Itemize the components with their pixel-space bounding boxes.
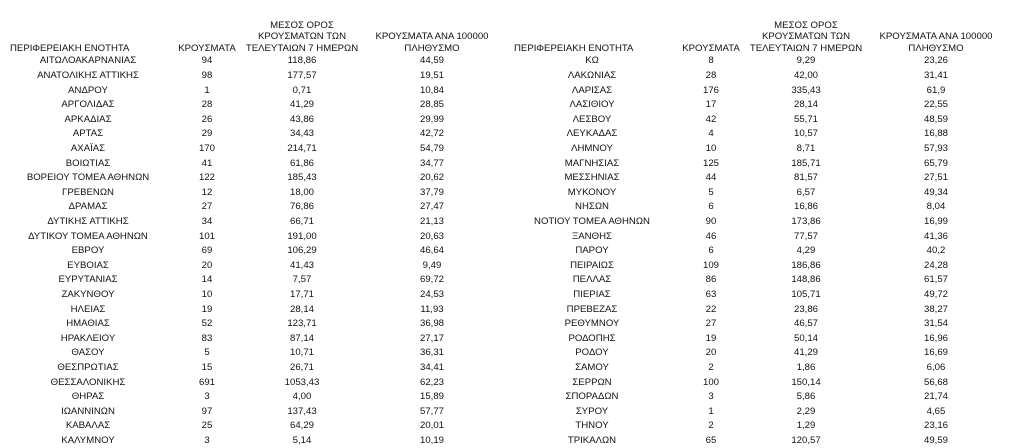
average-cell: 34,43 <box>289 128 314 140</box>
average-cell: 41,29 <box>289 99 314 111</box>
cases-cell: 29 <box>201 128 213 140</box>
average-cell: 1053,43 <box>284 376 320 388</box>
regional-unit-cell: ΕΒΡΟΥ <box>71 245 105 257</box>
per-100000-cell: 36,31 <box>419 347 444 359</box>
regional-unit-cell: ΕΥΒΟΙΑΣ <box>67 259 109 271</box>
per-100000-cell: 16,99 <box>923 215 948 227</box>
cases-cell: 86 <box>705 274 717 286</box>
table-row <box>4 390 502 405</box>
table-row <box>4 171 502 186</box>
average-cell: 28,14 <box>289 303 314 315</box>
average-cell: 50,14 <box>793 332 818 344</box>
header-7day-average: ΜΕΣΟΣ ΟΡΟΣ ΚΡΟΥΣΜΑΤΩΝ ΤΩΝ ΤΕΛΕΥΤΑΙΩΝ 7 ΗΜΕΡΩΝ <box>749 19 863 54</box>
cases-cell: 125 <box>702 157 719 169</box>
table-row <box>4 156 502 171</box>
cases-cell: 26 <box>201 113 213 125</box>
cases-cell: 19 <box>201 303 213 315</box>
cases-cell: 3 <box>204 434 210 446</box>
regional-unit-cell: ΘΕΣΣΑΛΟΝΙΚΗΣ <box>50 376 126 388</box>
regional-unit-cell: ΒΟΡΕΙΟΥ ΤΟΜΕΑ ΑΘΗΝΩΝ <box>26 172 150 184</box>
table-row <box>508 127 1006 142</box>
regional-unit-cell: ΖΑΚΥΝΘΟΥ <box>61 288 115 300</box>
per-100000-cell: 62,23 <box>419 376 444 388</box>
average-cell: 76,86 <box>289 201 314 213</box>
regional-unit-cell: ΑΡΓΟΛΙΔΑΣ <box>61 99 115 111</box>
cases-cell: 15 <box>201 361 213 373</box>
table-row <box>4 229 502 244</box>
regional-unit-cell: ΝΗΣΩΝ <box>575 201 609 213</box>
table-row <box>4 273 502 288</box>
cases-cell: 83 <box>201 332 213 344</box>
header-row <box>508 6 1006 54</box>
table-row <box>4 69 502 84</box>
per-100000-cell: 27,17 <box>419 332 444 344</box>
cases-cell: 25 <box>201 420 213 432</box>
average-cell: 2,29 <box>796 405 816 417</box>
average-cell: 173,86 <box>791 215 821 227</box>
header-row <box>4 6 502 54</box>
average-cell: 17,71 <box>289 288 314 300</box>
regional-unit-cell: ΚΑΒΑΛΑΣ <box>65 420 111 432</box>
cases-cell: 6 <box>708 201 714 213</box>
regional-unit-cell: ΑΙΤΩΛΟΑΚΑΡΝΑΝΙΑΣ <box>39 55 137 67</box>
table-row <box>508 229 1006 244</box>
average-cell: 7,57 <box>292 274 312 286</box>
regional-unit-cell: ΗΡΑΚΛΕΙΟΥ <box>60 332 116 344</box>
table-row <box>508 156 1006 171</box>
table-row <box>4 215 502 230</box>
regional-unit-cell: ΛΑΣΙΘΙΟΥ <box>569 99 615 111</box>
per-100000-cell: 19,51 <box>419 70 444 82</box>
table-row <box>4 142 502 157</box>
table-row <box>508 360 1006 375</box>
regional-cases-table-right <box>508 6 1006 448</box>
per-100000-cell: 41,36 <box>923 230 948 242</box>
regional-unit-cell: ΞΑΝΘΗΣ <box>572 230 612 242</box>
table-row <box>4 112 502 127</box>
cases-cell: 109 <box>702 259 719 271</box>
header-7day-average: ΜΕΣΟΣ ΟΡΟΣ ΚΡΟΥΣΜΑΤΩΝ ΤΩΝ ΤΕΛΕΥΤΑΙΩΝ 7 ΗΜΕΡΩΝ <box>245 19 359 54</box>
average-cell: 4,00 <box>292 391 312 403</box>
header-regional-unit: ΠΕΡΙΦΕΡΕΙΑΚΗ ΕΝΟΤΗΤΑ <box>10 42 130 54</box>
table-row <box>4 404 502 419</box>
average-cell: 1,29 <box>796 420 816 432</box>
cases-cell: 63 <box>705 288 717 300</box>
regional-cases-table-left <box>4 6 502 448</box>
regional-unit-cell: ΑΝΔΡΟΥ <box>68 84 108 96</box>
table-row <box>508 288 1006 303</box>
cases-cell: 101 <box>198 230 215 242</box>
table-row <box>4 419 502 434</box>
cases-cell: 100 <box>702 376 719 388</box>
regional-unit-cell: ΗΜΑΘΙΑΣ <box>66 318 110 330</box>
per-100000-cell: 20,01 <box>419 420 444 432</box>
table-row <box>508 69 1006 84</box>
regional-unit-cell: ΣΑΜΟΥ <box>575 361 609 373</box>
table-row <box>4 98 502 113</box>
regional-unit-cell: ΙΩΑΝΝΙΝΩΝ <box>61 405 115 417</box>
per-100000-cell: 49,59 <box>923 434 948 446</box>
table-row <box>4 54 502 69</box>
regional-unit-cell: ΛΑΡΙΣΑΣ <box>571 84 613 96</box>
per-100000-cell: 31,54 <box>923 318 948 330</box>
per-100000-cell: 15,89 <box>419 391 444 403</box>
table-row <box>4 244 502 259</box>
average-cell: 6,57 <box>796 186 816 198</box>
table-row <box>508 419 1006 434</box>
table-row <box>4 185 502 200</box>
regional-unit-cell: ΗΛΕΙΑΣ <box>70 303 106 315</box>
regional-unit-cell: ΤΡΙΚΑΛΩΝ <box>567 434 617 446</box>
table-row <box>508 54 1006 69</box>
average-cell: 8,71 <box>796 143 816 154</box>
cases-cell: 41 <box>201 157 213 169</box>
average-cell: 123,71 <box>287 318 317 330</box>
regional-unit-cell: ΣΕΡΡΩΝ <box>572 376 612 388</box>
per-100000-cell: 61,57 <box>923 274 948 286</box>
average-cell: 9,29 <box>796 55 816 67</box>
average-cell: 4,29 <box>796 245 816 257</box>
per-100000-cell: 29,99 <box>419 113 444 125</box>
per-100000-cell: 61,9 <box>926 84 946 96</box>
header-cases: ΚΡΟΥΣΜΑΤΑ <box>682 42 740 54</box>
cases-cell: 8 <box>708 55 714 67</box>
per-100000-cell: 42,72 <box>419 128 444 140</box>
table-body <box>4 54 502 448</box>
per-100000-cell: 69,72 <box>419 274 444 286</box>
per-100000-cell: 16,88 <box>923 128 948 140</box>
table-row <box>508 390 1006 405</box>
average-cell: 26,71 <box>289 361 314 373</box>
regional-unit-cell: ΒΟΙΩΤΙΑΣ <box>65 157 111 169</box>
per-100000-cell: 20,63 <box>419 230 444 242</box>
average-cell: 10,57 <box>793 128 818 140</box>
average-cell: 41,29 <box>793 347 818 359</box>
table-row <box>508 273 1006 288</box>
cases-cell: 5 <box>204 347 210 359</box>
per-100000-cell: 21,74 <box>923 391 948 403</box>
cases-cell: 46 <box>705 230 717 242</box>
average-cell: 55,71 <box>793 113 818 125</box>
table-row <box>4 258 502 273</box>
average-cell: 10,71 <box>289 347 314 359</box>
per-100000-cell: 34,41 <box>419 361 444 373</box>
per-100000-cell: 6,06 <box>926 361 946 373</box>
average-cell: 43,86 <box>289 113 314 125</box>
average-cell: 42,00 <box>793 70 818 82</box>
header-regional-unit: ΠΕΡΙΦΕΡΕΙΑΚΗ ΕΝΟΤΗΤΑ <box>514 42 634 54</box>
per-100000-cell: 57,77 <box>419 405 444 417</box>
regional-unit-cell: ΚΩ <box>585 55 599 67</box>
per-100000-cell: 16,69 <box>923 347 948 359</box>
cases-cell: 22 <box>705 303 717 315</box>
cases-cell: 10 <box>705 143 717 154</box>
regional-unit-cell: ΘΗΡΑΣ <box>71 391 105 403</box>
cases-cell: 2 <box>708 361 714 373</box>
table-row <box>4 375 502 390</box>
table-row <box>4 360 502 375</box>
regional-unit-cell: ΜΥΚΟΝΟΥ <box>567 186 617 198</box>
table-row <box>508 317 1006 332</box>
table-row <box>508 331 1006 346</box>
average-cell: 148,86 <box>791 274 821 286</box>
table-body <box>508 54 1006 448</box>
average-cell: 185,43 <box>287 172 317 184</box>
regional-unit-cell: ΛΕΥΚΑΔΑΣ <box>566 128 618 140</box>
table-row <box>508 215 1006 230</box>
table-row <box>4 288 502 303</box>
average-cell: 28,14 <box>793 99 818 111</box>
per-100000-cell: 56,68 <box>923 376 948 388</box>
regional-unit-cell: ΡΟΔΟΥ <box>575 347 609 359</box>
table-row <box>508 98 1006 113</box>
table-row <box>4 127 502 142</box>
regional-unit-cell: ΕΥΡΥΤΑΝΙΑΣ <box>58 274 118 286</box>
per-100000-cell: 37,79 <box>419 186 444 198</box>
regional-unit-cell: ΜΑΓΝΗΣΙΑΣ <box>564 157 620 169</box>
average-cell: 120,57 <box>791 434 821 446</box>
regional-unit-cell: ΚΑΛΥΜΝΟΥ <box>61 434 115 446</box>
cases-cell: 4 <box>708 128 714 140</box>
regional-unit-cell: ΓΡΕΒΕΝΩΝ <box>62 186 114 198</box>
average-cell: 185,71 <box>791 157 821 169</box>
per-100000-cell: 4,65 <box>926 405 946 417</box>
table-row <box>508 244 1006 259</box>
average-cell: 61,86 <box>289 157 314 169</box>
cases-cell: 3 <box>204 391 210 403</box>
average-cell: 16,86 <box>793 201 818 213</box>
average-cell: 118,86 <box>287 55 317 67</box>
regional-unit-cell: ΜΕΣΣΗΝΙΑΣ <box>564 172 620 184</box>
cases-cell: 28 <box>705 70 717 82</box>
per-100000-cell: 36,98 <box>419 318 444 330</box>
average-cell: 66,71 <box>289 215 314 227</box>
per-100000-cell: 65,79 <box>923 157 948 169</box>
regional-unit-cell: ΠΕΙΡΑΙΩΣ <box>570 259 614 271</box>
cases-cell: 34 <box>201 215 213 227</box>
average-cell: 186,86 <box>791 259 821 271</box>
table-row <box>4 302 502 317</box>
cases-cell: 27 <box>705 318 717 330</box>
regional-unit-cell: ΝΟΤΙΟΥ ΤΟΜΕΑ ΑΘΗΝΩΝ <box>534 215 650 227</box>
per-100000-cell: 54,79 <box>419 143 444 154</box>
table-row <box>4 200 502 215</box>
regional-unit-cell: ΑΡΤΑΣ <box>72 128 104 140</box>
cases-cell: 28 <box>201 99 213 111</box>
per-100000-cell: 27,47 <box>419 201 444 213</box>
regional-unit-cell: ΔΥΤΙΚΗΣ ΑΤΤΙΚΗΣ <box>47 215 129 227</box>
cases-cell: 44 <box>705 172 717 184</box>
per-100000-cell: 44,59 <box>419 55 444 67</box>
average-cell: 1,86 <box>796 361 816 373</box>
per-100000-cell: 9,49 <box>422 259 442 271</box>
regional-unit-cell: ΡΕΘΥΜΝΟΥ <box>564 318 620 330</box>
per-100000-cell: 21,13 <box>419 215 444 227</box>
table-row <box>508 171 1006 186</box>
regional-unit-cell: ΡΟΔΟΠΗΣ <box>568 332 616 344</box>
regional-unit-cell: ΠΡΕΒΕΖΑΣ <box>566 303 618 315</box>
regional-unit-cell: ΛΗΜΝΟΥ <box>571 143 613 154</box>
cases-cell: 14 <box>201 274 213 286</box>
per-100000-cell: 38,27 <box>923 303 948 315</box>
cases-cell: 20 <box>201 259 213 271</box>
regional-unit-cell: ΛΑΚΩΝΙΑΣ <box>567 70 617 82</box>
cases-cell: 170 <box>198 143 215 154</box>
average-cell: 64,29 <box>289 420 314 432</box>
average-cell: 106,29 <box>287 245 317 257</box>
per-100000-cell: 34,77 <box>419 157 444 169</box>
cases-cell: 176 <box>702 84 719 96</box>
regional-unit-cell: ΔΥΤΙΚΟΥ ΤΟΜΕΑ ΑΘΗΝΩΝ <box>28 230 148 242</box>
per-100000-cell: 48,59 <box>923 113 948 125</box>
cases-cell: 1 <box>708 405 714 417</box>
per-100000-cell: 27,51 <box>923 172 948 184</box>
table-row <box>4 346 502 361</box>
average-cell: 150,14 <box>791 376 821 388</box>
cases-cell: 90 <box>705 215 717 227</box>
table-row <box>4 331 502 346</box>
average-cell: 23,86 <box>793 303 818 315</box>
average-cell: 18,00 <box>289 186 314 198</box>
regional-unit-cell: ΠΕΛΛΑΣ <box>572 274 612 286</box>
header-cases-per-100000: ΚΡΟΥΣΜΑΤΑ ΑΝΑ 100000 ΠΛΗΘΥΣΜΟ <box>879 31 993 54</box>
table-row <box>508 200 1006 215</box>
average-cell: 5,14 <box>292 434 312 446</box>
table-row <box>4 83 502 98</box>
cases-cell: 19 <box>705 332 717 344</box>
average-cell: 46,57 <box>793 318 818 330</box>
average-cell: 5,86 <box>796 391 816 403</box>
header-cases: ΚΡΟΥΣΜΑΤΑ <box>178 42 236 54</box>
average-cell: 77,57 <box>793 230 818 242</box>
cases-cell: 3 <box>708 391 714 403</box>
per-100000-cell: 20,62 <box>419 172 444 184</box>
cases-cell: 2 <box>708 420 714 432</box>
cases-cell: 1 <box>204 84 210 96</box>
regional-unit-cell: ΔΡΑΜΑΣ <box>68 201 108 213</box>
per-100000-cell: 22,55 <box>923 99 948 111</box>
cases-cell: 65 <box>705 434 717 446</box>
average-cell: 0,71 <box>292 84 312 96</box>
per-100000-cell: 23,26 <box>923 55 948 67</box>
table-header <box>4 6 502 54</box>
table-row <box>508 404 1006 419</box>
table-row <box>508 185 1006 200</box>
average-cell: 335,43 <box>791 84 821 96</box>
per-100000-cell: 23,16 <box>923 420 948 432</box>
cases-cell: 5 <box>708 186 714 198</box>
average-cell: 214,71 <box>287 143 317 154</box>
per-100000-cell: 28,85 <box>419 99 444 111</box>
table-row <box>508 83 1006 98</box>
cases-cell: 691 <box>198 376 215 388</box>
table-row <box>508 346 1006 361</box>
per-100000-cell: 49,72 <box>923 288 948 300</box>
regional-unit-cell: ΑΡΚΑΔΙΑΣ <box>64 113 112 125</box>
per-100000-cell: 10,84 <box>419 84 444 96</box>
average-cell: 191,00 <box>287 230 317 242</box>
table-row <box>508 142 1006 157</box>
per-100000-cell: 31,41 <box>923 70 948 82</box>
per-100000-cell: 11,93 <box>420 303 444 315</box>
per-100000-cell: 24,53 <box>419 288 444 300</box>
regional-unit-cell: ΑΧΑΪΑΣ <box>70 143 106 154</box>
table-row <box>508 302 1006 317</box>
regional-unit-cell: ΣΥΡΟΥ <box>575 405 609 417</box>
per-100000-cell: 10,19 <box>419 434 444 446</box>
regional-unit-cell: ΘΑΣΟΥ <box>71 347 105 359</box>
cases-cell: 6 <box>708 245 714 257</box>
per-100000-cell: 40,2 <box>926 245 946 257</box>
table-header <box>508 6 1006 54</box>
regional-unit-cell: ΠΙΕΡΙΑΣ <box>573 288 611 300</box>
average-cell: 41,43 <box>289 259 314 271</box>
cases-cell: 97 <box>201 405 213 417</box>
cases-cell: 98 <box>201 70 213 82</box>
cases-cell: 12 <box>201 186 213 198</box>
cases-cell: 69 <box>201 245 213 257</box>
header-cases-per-100000: ΚΡΟΥΣΜΑΤΑ ΑΝΑ 100000 ΠΛΗΘΥΣΜΟ <box>375 31 489 54</box>
per-100000-cell: 24,28 <box>923 259 948 271</box>
per-100000-cell: 46,64 <box>419 245 444 257</box>
table-row <box>508 258 1006 273</box>
table-row <box>508 375 1006 390</box>
average-cell: 105,71 <box>791 288 821 300</box>
table-row <box>508 433 1006 448</box>
cases-cell: 10 <box>201 288 213 300</box>
per-100000-cell: 8,04 <box>926 201 946 213</box>
per-100000-cell: 49,34 <box>923 186 948 198</box>
regional-unit-cell: ΛΕΣΒΟΥ <box>572 113 612 125</box>
cases-cell: 122 <box>198 172 215 184</box>
cases-cell: 20 <box>705 347 717 359</box>
average-cell: 137,43 <box>287 405 317 417</box>
average-cell: 81,57 <box>793 172 818 184</box>
average-cell: 177,57 <box>287 70 317 82</box>
cases-cell: 52 <box>201 318 213 330</box>
regional-unit-cell: ΑΝΑΤΟΛΙΚΗΣ ΑΤΤΙΚΗΣ <box>37 70 139 82</box>
per-100000-cell: 57,93 <box>923 143 948 154</box>
cases-cell: 42 <box>705 113 717 125</box>
per-100000-cell: 16,96 <box>923 332 948 344</box>
regional-unit-cell: ΠΑΡΟΥ <box>575 245 609 257</box>
regional-unit-cell: ΘΕΣΠΡΩΤΙΑΣ <box>57 361 119 373</box>
table-row <box>4 317 502 332</box>
cases-cell: 27 <box>201 201 213 213</box>
average-cell: 87,14 <box>289 332 314 344</box>
cases-cell: 94 <box>201 55 213 67</box>
cases-cell: 17 <box>705 99 717 111</box>
table-row <box>4 433 502 448</box>
table-row <box>508 112 1006 127</box>
regional-unit-cell: ΣΠΟΡΑΔΩΝ <box>565 391 619 403</box>
regional-unit-cell: ΤΗΝΟΥ <box>575 420 609 432</box>
